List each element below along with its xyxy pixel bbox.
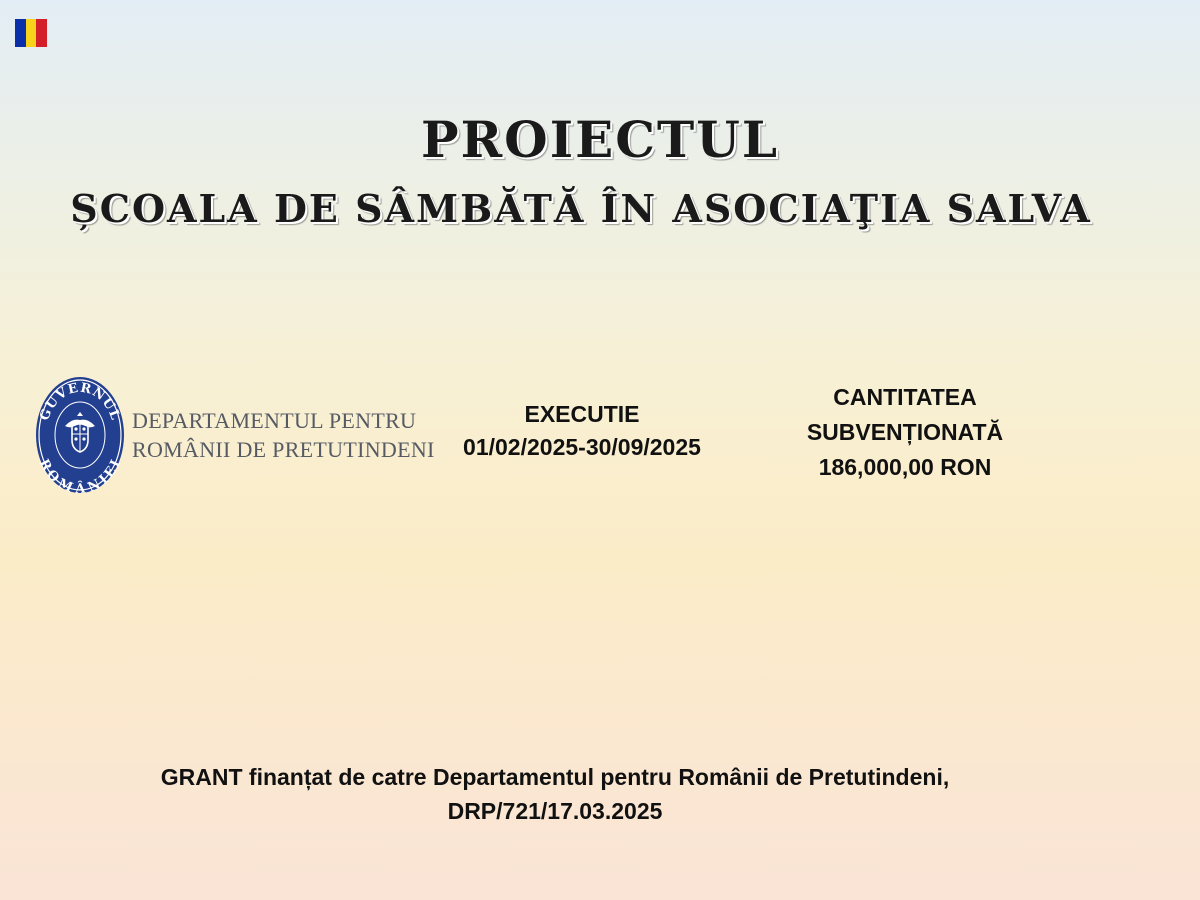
subsidy-label-line-1: CANTITATEA [833, 384, 977, 410]
svg-text:ROMÂNIEI: ROMÂNIEI [35, 456, 125, 494]
svg-text:GUVERNUL: GUVERNUL [37, 380, 123, 423]
title-line-2: ȘCOALA DE SÂMBĂTĂ ÎN ASOCIAŢIA SALVA [70, 186, 1092, 231]
title-line-1: PROIECTUL [421, 110, 779, 169]
subsidy-label-line-2: SUBVENȚIONATĂ [806, 419, 1004, 445]
flag-stripe-blue [15, 19, 26, 47]
flag-stripe-red [36, 19, 47, 47]
execution-period-block [432, 398, 732, 464]
department-name-line-2: ROMÂNII DE PRETUTINDENI [132, 437, 435, 462]
grant-footer-line-1: GRANT finanțat de catre Departamentul pentru Românii de Pretutindeni, [160, 764, 950, 790]
government-seal-icon [35, 376, 125, 494]
romanian-flag-icon [15, 19, 47, 47]
grant-footer-line-2: DRP/721/17.03.2025 [447, 798, 663, 824]
flag-stripe-yellow [26, 19, 37, 47]
department-name-line-1: DEPARTAMENTUL PENTRU [132, 408, 417, 433]
execution-period: 01/02/2025-30/09/2025 [463, 434, 701, 460]
execution-label: EXECUTIE [524, 401, 640, 427]
subsidy-amount: 186,000,00 RON [818, 454, 992, 480]
department-name [132, 406, 435, 464]
grant-footer [40, 760, 1070, 828]
subsidy-block [770, 380, 1040, 485]
